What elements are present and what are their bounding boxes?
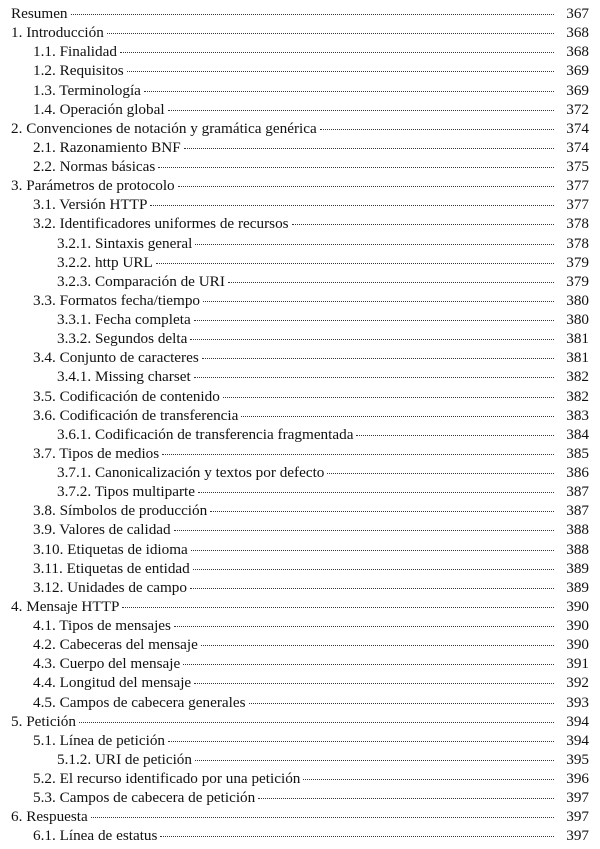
dot-leader (194, 376, 554, 378)
toc-entry-page: 389 (566, 559, 589, 577)
toc-entry-page: 381 (566, 330, 589, 348)
dot-leader (292, 223, 554, 225)
toc-entry-page: 390 (566, 636, 589, 654)
toc-entry-title: 3.7.2. Tipos multiparte (57, 483, 195, 501)
dot-leader (184, 147, 554, 149)
toc-entry-page: 390 (566, 617, 589, 634)
toc-entry-page: 390 (566, 597, 589, 615)
toc-entry-title: 3. Parámetros de protocolo (11, 177, 175, 195)
toc-entry-title: 3.3.2. Segundos delta (57, 330, 188, 348)
toc-entry-title: 3.2.1. Sintaxis general (57, 234, 193, 252)
toc-entry[interactable] (11, 463, 589, 482)
toc-entry-title: 1. Introducción (11, 24, 104, 42)
toc-entry[interactable] (11, 119, 589, 138)
dot-leader (303, 778, 554, 780)
toc-entry[interactable] (11, 100, 589, 119)
toc-entry[interactable] (11, 406, 589, 425)
toc-entry-title: 6. Respuesta (11, 808, 88, 826)
dot-leader (120, 51, 554, 53)
toc-entry-title: 3.10. Etiquetas de idioma (33, 540, 188, 558)
toc-entry-title: 4.2. Cabeceras del mensaje (33, 636, 198, 654)
toc-entry[interactable] (11, 4, 589, 23)
toc-entry[interactable] (11, 61, 589, 80)
toc-entry[interactable] (11, 310, 589, 329)
dot-leader (168, 740, 554, 742)
dot-leader (162, 453, 554, 455)
toc-entry-title: 5. Petición (11, 712, 76, 730)
toc-entry-page: 381 (566, 349, 589, 367)
toc-entry[interactable] (11, 559, 589, 578)
dot-leader (194, 682, 554, 684)
toc-entry-title: 4. Mensaje HTTP (11, 597, 120, 615)
toc-entry[interactable] (11, 750, 589, 769)
toc-entry[interactable] (11, 826, 589, 845)
toc-entry-title: 3.3. Formatos fecha/tiempo (33, 291, 201, 309)
toc-entry[interactable] (11, 788, 589, 807)
toc-entry-page: 377 (566, 177, 589, 195)
toc-entry-title: 2.2. Normas básicas (33, 158, 156, 175)
dot-leader (91, 816, 554, 818)
toc-entry-title: 1.2. Requisitos (33, 62, 124, 80)
toc-entry[interactable] (11, 348, 589, 367)
toc-entry-page: 372 (566, 100, 589, 118)
dot-leader (228, 281, 554, 283)
dot-leader (320, 128, 554, 130)
toc-entry[interactable] (11, 387, 589, 406)
table-of-contents (11, 4, 589, 846)
toc-entry[interactable] (11, 214, 589, 233)
dot-leader (249, 702, 554, 704)
toc-entry-page: 384 (566, 425, 589, 443)
dot-leader (71, 13, 554, 15)
toc-entry-page: 368 (566, 43, 589, 61)
toc-entry-page: 368 (566, 24, 589, 42)
toc-entry-page: 387 (566, 502, 589, 520)
toc-entry[interactable] (11, 540, 589, 559)
toc-entry-title: 5.1.2. URI de petición (57, 750, 192, 768)
dot-leader (210, 510, 554, 512)
toc-entry-title: 4.5. Campos de cabecera generales (33, 693, 246, 711)
toc-entry-page: 382 (566, 368, 589, 386)
toc-entry-title: 3.1. Versión HTTP (33, 196, 148, 214)
toc-entry[interactable] (11, 42, 589, 61)
toc-entry-title: 3.4.1. Missing charset (57, 368, 191, 386)
toc-entry-title: 3.7. Tipos de medios (33, 444, 160, 462)
toc-entry[interactable] (11, 712, 589, 731)
toc-entry-title: 2.1. Razonamiento BNF (33, 138, 181, 156)
dot-leader (190, 338, 554, 340)
dot-leader (195, 243, 554, 245)
toc-entry-page: 396 (566, 770, 589, 787)
toc-entry-page: 379 (566, 272, 589, 290)
toc-entry[interactable] (11, 444, 589, 463)
toc-entry-page: 393 (566, 693, 589, 711)
dot-leader (327, 472, 554, 474)
dot-leader (150, 204, 554, 206)
toc-entry[interactable] (11, 291, 589, 310)
toc-entry-page: 379 (566, 253, 589, 271)
toc-entry[interactable] (11, 157, 589, 176)
toc-entry-title: 6.1. Línea de estatus (33, 827, 158, 845)
dot-leader (107, 32, 554, 34)
toc-entry-title: 3.12. Unidades de campo (33, 578, 187, 596)
toc-entry-page: 391 (566, 655, 589, 673)
dot-leader (174, 625, 554, 627)
dot-leader (191, 549, 554, 551)
dot-leader (258, 797, 554, 799)
toc-entry-page: 380 (566, 311, 589, 328)
toc-entry-title: 5.3. Campos de cabecera de petición (33, 789, 256, 807)
toc-entry[interactable] (11, 329, 589, 348)
dot-leader (356, 434, 554, 436)
dot-leader (193, 568, 554, 570)
toc-entry-title: 3.2.3. Comparación de URI (57, 272, 225, 290)
toc-entry-title: 1.1. Finalidad (33, 43, 117, 61)
dot-leader (198, 491, 554, 493)
toc-entry[interactable] (11, 597, 589, 616)
toc-entry-page: 392 (566, 674, 589, 692)
dot-leader (168, 109, 554, 111)
dot-leader (79, 721, 554, 723)
toc-entry-title: 3.6. Codificación de transferencia (33, 406, 239, 424)
toc-entry-page: 377 (566, 196, 589, 214)
dot-leader (190, 587, 554, 589)
toc-entry-title: 3.6.1. Codificación de transferencia fragmentada (57, 425, 354, 443)
toc-entry-page: 380 (566, 291, 589, 309)
toc-entry-page: 369 (566, 62, 589, 80)
toc-entry-page: 388 (566, 521, 589, 539)
toc-entry-title: 3.5. Codificación de contenido (33, 387, 220, 405)
toc-entry-page: 367 (566, 5, 589, 22)
toc-entry-title: 3.11. Etiquetas de entidad (33, 559, 190, 577)
dot-leader (203, 300, 554, 302)
toc-entry-page: 387 (566, 483, 589, 501)
toc-entry[interactable] (11, 520, 589, 539)
toc-entry[interactable] (11, 501, 589, 520)
toc-entry[interactable] (11, 253, 589, 272)
dot-leader (156, 262, 554, 264)
dot-leader (127, 70, 554, 72)
dot-leader (160, 835, 554, 837)
toc-entry-page: 374 (566, 119, 589, 137)
dot-leader (158, 166, 554, 168)
dot-leader (202, 357, 554, 359)
toc-entry[interactable] (11, 176, 589, 195)
toc-entry-title: 4.1. Tipos de mensajes (33, 617, 171, 634)
toc-entry[interactable] (11, 425, 589, 444)
dot-leader (194, 319, 554, 321)
toc-entry-title: 5.1. Línea de petición (33, 731, 166, 749)
dot-leader (144, 90, 554, 92)
toc-entry-page: 374 (566, 138, 589, 156)
toc-entry-page: 369 (566, 81, 589, 99)
toc-entry-title: 3.4. Conjunto de caracteres (33, 349, 199, 367)
toc-entry[interactable] (11, 616, 589, 635)
dot-leader (201, 644, 554, 646)
toc-entry-title: 3.8. Símbolos de producción (33, 502, 208, 520)
dot-leader (183, 663, 554, 665)
toc-entry[interactable] (11, 654, 589, 673)
toc-entry-page: 386 (566, 464, 589, 481)
toc-entry[interactable] (11, 731, 589, 750)
toc-entry-title: 5.2. El recurso identificado por una petición (33, 770, 301, 787)
toc-entry-page: 389 (566, 578, 589, 596)
toc-entry-title: 3.9. Valores de calidad (33, 521, 171, 539)
dot-leader (178, 185, 554, 187)
toc-entry[interactable] (11, 234, 589, 253)
toc-entry-title: 1.4. Operación global (33, 100, 165, 118)
toc-entry-title: 4.4. Longitud del mensaje (33, 674, 192, 692)
toc-entry-title: 4.3. Cuerpo del mensaje (33, 655, 181, 673)
toc-entry[interactable] (11, 673, 589, 692)
toc-entry-page: 394 (566, 731, 589, 749)
toc-entry-page: 397 (566, 789, 589, 807)
toc-entry-page: 395 (566, 750, 589, 768)
dot-leader (122, 606, 554, 608)
toc-entry[interactable] (11, 81, 589, 100)
toc-entry[interactable] (11, 693, 589, 712)
toc-entry-page: 378 (566, 234, 589, 252)
toc-entry[interactable] (11, 482, 589, 501)
toc-entry-page: 378 (566, 215, 589, 233)
toc-entry-page: 385 (566, 444, 589, 462)
toc-entry-page: 394 (566, 712, 589, 730)
toc-entry-title: 3.2.2. http URL (57, 253, 153, 271)
toc-entry[interactable] (11, 138, 589, 157)
dot-leader (241, 415, 554, 417)
toc-entry-title: Resumen (11, 5, 68, 22)
dot-leader (195, 759, 554, 761)
toc-entry-title: 3.3.1. Fecha completa (57, 311, 191, 328)
toc-entry-title: 1.3. Terminología (33, 81, 141, 99)
toc-entry-page: 382 (566, 387, 589, 405)
toc-entry-page: 388 (566, 540, 589, 558)
dot-leader (223, 396, 554, 398)
toc-entry[interactable] (11, 769, 589, 788)
toc-entry-title: 2. Convenciones de notación y gramática genérica (11, 119, 317, 137)
toc-entry[interactable] (11, 635, 589, 654)
toc-entry-page: 383 (566, 406, 589, 424)
toc-entry-title: 3.2. Identificadores uniformes de recursos (33, 215, 289, 233)
toc-entry[interactable] (11, 578, 589, 597)
toc-entry-page: 375 (566, 158, 589, 175)
toc-entry-title: 3.7.1. Canonicalización y textos por defecto (57, 464, 325, 481)
toc-entry[interactable] (11, 367, 589, 386)
toc-entry[interactable] (11, 272, 589, 291)
toc-entry[interactable] (11, 23, 589, 42)
toc-entry[interactable] (11, 807, 589, 826)
toc-entry[interactable] (11, 195, 589, 214)
toc-entry-page: 397 (566, 827, 589, 845)
toc-entry-page: 397 (566, 808, 589, 826)
dot-leader (174, 529, 554, 531)
